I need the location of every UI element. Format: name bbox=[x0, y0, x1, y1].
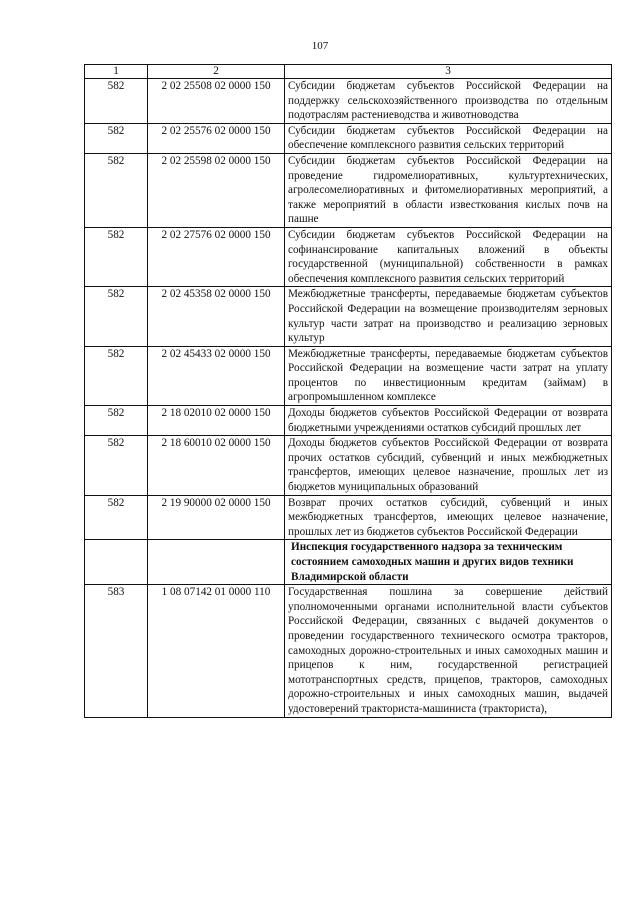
admin-code-cell: 582 bbox=[85, 406, 148, 436]
admin-code-cell: 583 bbox=[85, 585, 148, 717]
revenue-code-cell: 2 02 25598 02 0000 150 bbox=[148, 153, 285, 227]
revenue-description-cell: Субсидии бюджетам субъектов Российской Федерации на софинансирование капитальных вложений в объекты государственной (муниципальной) собственности в рамках обеспечения комплексного развития сельских территорий bbox=[285, 227, 612, 286]
revenue-code-cell: 2 02 45433 02 0000 150 bbox=[148, 346, 285, 405]
revenue-description-cell: Субсидии бюджетам субъектов Российской Федерации на обеспечение комплексного развития сельских территорий bbox=[285, 123, 612, 153]
header-col-2: 2 bbox=[148, 65, 285, 79]
revenue-description-cell: Доходы бюджетов субъектов Российской Федерации от возврата бюджетными учреждениями остатков субсидий прошлых лет bbox=[285, 406, 612, 436]
revenue-code-cell bbox=[148, 540, 285, 585]
revenue-description-cell: Государственная пошлина за совершение действий уполномоченными органами исполнительной власти субъектов Российской Федерации, связанных с выдачей документов о проведении государственного технического осмотра тракторов, самоходных дорожно-строительных и иных самоходных машин и прицепов к ним, государственной регистрацией мототранспортных средств, прицепов, тракторов, самоходных дорожно-строительных и иных самоходных машин, выдачей удостоверений тракториста-машиниста (тракториста), bbox=[285, 585, 612, 717]
admin-code-cell: 582 bbox=[85, 287, 148, 346]
revenue-description-cell: Инспекция государственного надзора за техническим состоянием самоходных машин и других видов техники Владимирской области bbox=[285, 540, 612, 585]
table-row bbox=[85, 436, 612, 495]
revenue-code-cell: 2 18 02010 02 0000 150 bbox=[148, 406, 285, 436]
admin-code-cell: 582 bbox=[85, 495, 148, 540]
admin-code-cell: 582 bbox=[85, 346, 148, 405]
section-heading-row bbox=[85, 540, 612, 585]
admin-code-cell: 582 bbox=[85, 123, 148, 153]
table-row bbox=[85, 406, 612, 436]
table-row bbox=[85, 495, 612, 540]
revenue-description-cell: Субсидии бюджетам субъектов Российской Федерации на поддержку сельскохозяйственного производства по отдельным подотраслям растениеводства и животноводства bbox=[285, 79, 612, 124]
table-row bbox=[85, 585, 612, 717]
header-col-3: 3 bbox=[285, 65, 612, 79]
table-row bbox=[85, 123, 612, 153]
admin-code-cell bbox=[85, 540, 148, 585]
revenue-description-cell: Субсидии бюджетам субъектов Российской Федерации на проведение гидромелиоративных, культуртехнических, агролесомелиоративных и фитомелиоративных мероприятий, а также мероприятий в области известкования кислых почв на пашне bbox=[285, 153, 612, 227]
admin-code-cell: 582 bbox=[85, 436, 148, 495]
budget-classification-table bbox=[84, 64, 612, 718]
admin-code-cell: 582 bbox=[85, 79, 148, 124]
table-row bbox=[85, 227, 612, 286]
revenue-description-cell: Доходы бюджетов субъектов Российской Федерации от возврата прочих остатков субсидий, субвенций и иных межбюджетных трансфертов, имеющих целевое назначение, прошлых лет из бюджетов муниципальных образований bbox=[285, 436, 612, 495]
table-header-row bbox=[85, 65, 612, 79]
page-number: 107 bbox=[311, 40, 329, 52]
revenue-code-cell: 2 19 90000 02 0000 150 bbox=[148, 495, 285, 540]
revenue-code-cell: 1 08 07142 01 0000 110 bbox=[148, 585, 285, 717]
revenue-code-cell: 2 02 45358 02 0000 150 bbox=[148, 287, 285, 346]
table-row bbox=[85, 153, 612, 227]
table-row bbox=[85, 79, 612, 124]
revenue-code-cell: 2 02 25576 02 0000 150 bbox=[148, 123, 285, 153]
revenue-description-cell: Межбюджетные трансферты, передаваемые бюджетам субъектов Российской Федерации на возмещение части затрат на уплату процентов по инвестиционным кредитам (займам) в агропромышленном комплексе bbox=[285, 346, 612, 405]
revenue-code-cell: 2 18 60010 02 0000 150 bbox=[148, 436, 285, 495]
admin-code-cell: 582 bbox=[85, 227, 148, 286]
admin-code-cell: 582 bbox=[85, 153, 148, 227]
header-col-1: 1 bbox=[85, 65, 148, 79]
table-row bbox=[85, 287, 612, 346]
revenue-code-cell: 2 02 25508 02 0000 150 bbox=[148, 79, 285, 124]
revenue-description-cell: Межбюджетные трансферты, передаваемые бюджетам субъектов Российской Федерации на возмещение производителям зерновых культур части затрат на производство и реализацию зерновых культур bbox=[285, 287, 612, 346]
revenue-code-cell: 2 02 27576 02 0000 150 bbox=[148, 227, 285, 286]
table-row bbox=[85, 346, 612, 405]
revenue-description-cell: Возврат прочих остатков субсидий, субвенций и иных межбюджетных трансфертов, имеющих целевое назначение, прошлых лет из бюджетов субъектов Российской Федерации bbox=[285, 495, 612, 540]
